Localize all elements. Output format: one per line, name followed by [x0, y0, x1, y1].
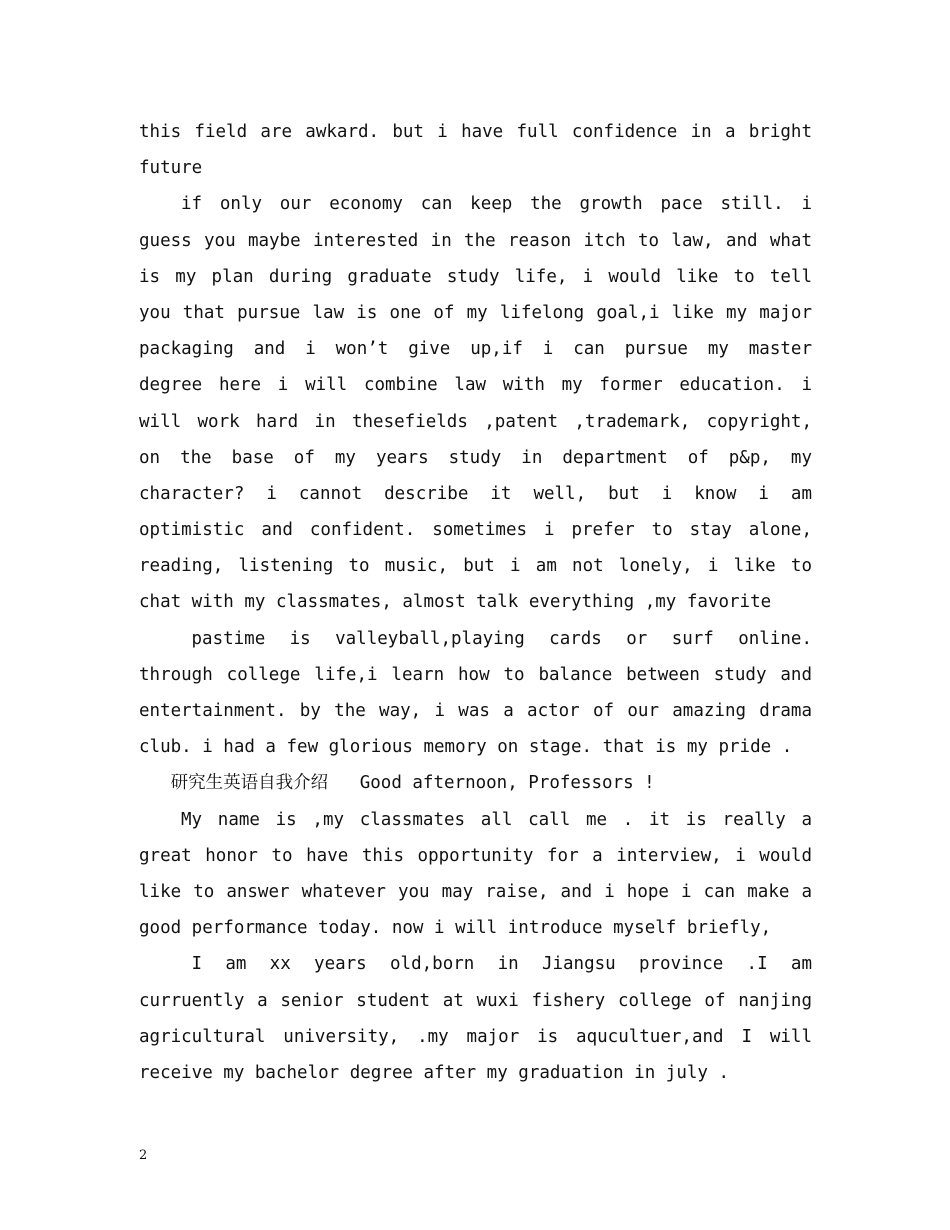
text-line: through college life,i learn how to balance between study and: [139, 664, 812, 685]
body-text: [139, 114, 812, 1091]
text-line: receive my bachelor degree after my graduation in july .: [139, 1062, 730, 1083]
text-line: chat with my classmates, almost talk everything ,my favorite: [139, 592, 772, 613]
text-line: if only our economy can keep the growth pace still. i: [181, 194, 812, 215]
text-line: pastime is valleyball,playing cards or surf online.: [191, 628, 812, 649]
text-line: this field are awkard. but i have full confidence in a bright: [139, 122, 812, 142]
text-line: great honor to have this opportunity for a interview, i would: [139, 845, 812, 866]
text-line: reading, listening to music, but i am not lonely, i like to: [139, 556, 812, 577]
page-number: 2: [139, 1148, 148, 1163]
text-line: agricultural university, .my major is aqucultuer,and I will: [139, 1026, 812, 1047]
text-line: on the base of my years study in department of p&p, my: [139, 447, 812, 468]
text-line: will work hard in thesefields ,patent ,trademark, copyright,: [139, 411, 812, 432]
text-line: character? i cannot describe it well, but i know i am: [139, 483, 812, 504]
section-heading-line: 研究生英语自我介绍 Good afternoon, Professors !: [139, 773, 655, 794]
text-line: is my plan during graduate study life, i would like to tell: [139, 266, 812, 287]
text-line: like to answer whatever you may raise, and i hope i can make a: [139, 881, 812, 902]
text-line: you that pursue law is one of my lifelong goal,i like my major: [139, 302, 812, 323]
text-line: club. i had a few glorious memory on stage. that is my pride .: [139, 737, 793, 758]
text-line: future: [139, 158, 203, 179]
text-line: I am xx years old,born in Jiangsu province .I am: [191, 954, 812, 975]
text-line: entertainment. by the way, i was a actor of our amazing drama: [139, 701, 812, 721]
text-line: curruently a senior student at wuxi fishery college of nanjing: [139, 990, 812, 1011]
text-line: packaging and i won’t give up,if i can pursue my master: [139, 339, 812, 360]
text-line: optimistic and confident. sometimes i prefer to stay alone,: [139, 520, 812, 541]
text-line: guess you maybe interested in the reason itch to law, and what: [139, 230, 812, 251]
text-line: degree here i will combine law with my former education. i: [139, 375, 812, 396]
text-line: good performance today. now i will introduce myself briefly,: [139, 918, 772, 939]
text-line: My name is ,my classmates all call me . it is really a: [181, 809, 812, 830]
